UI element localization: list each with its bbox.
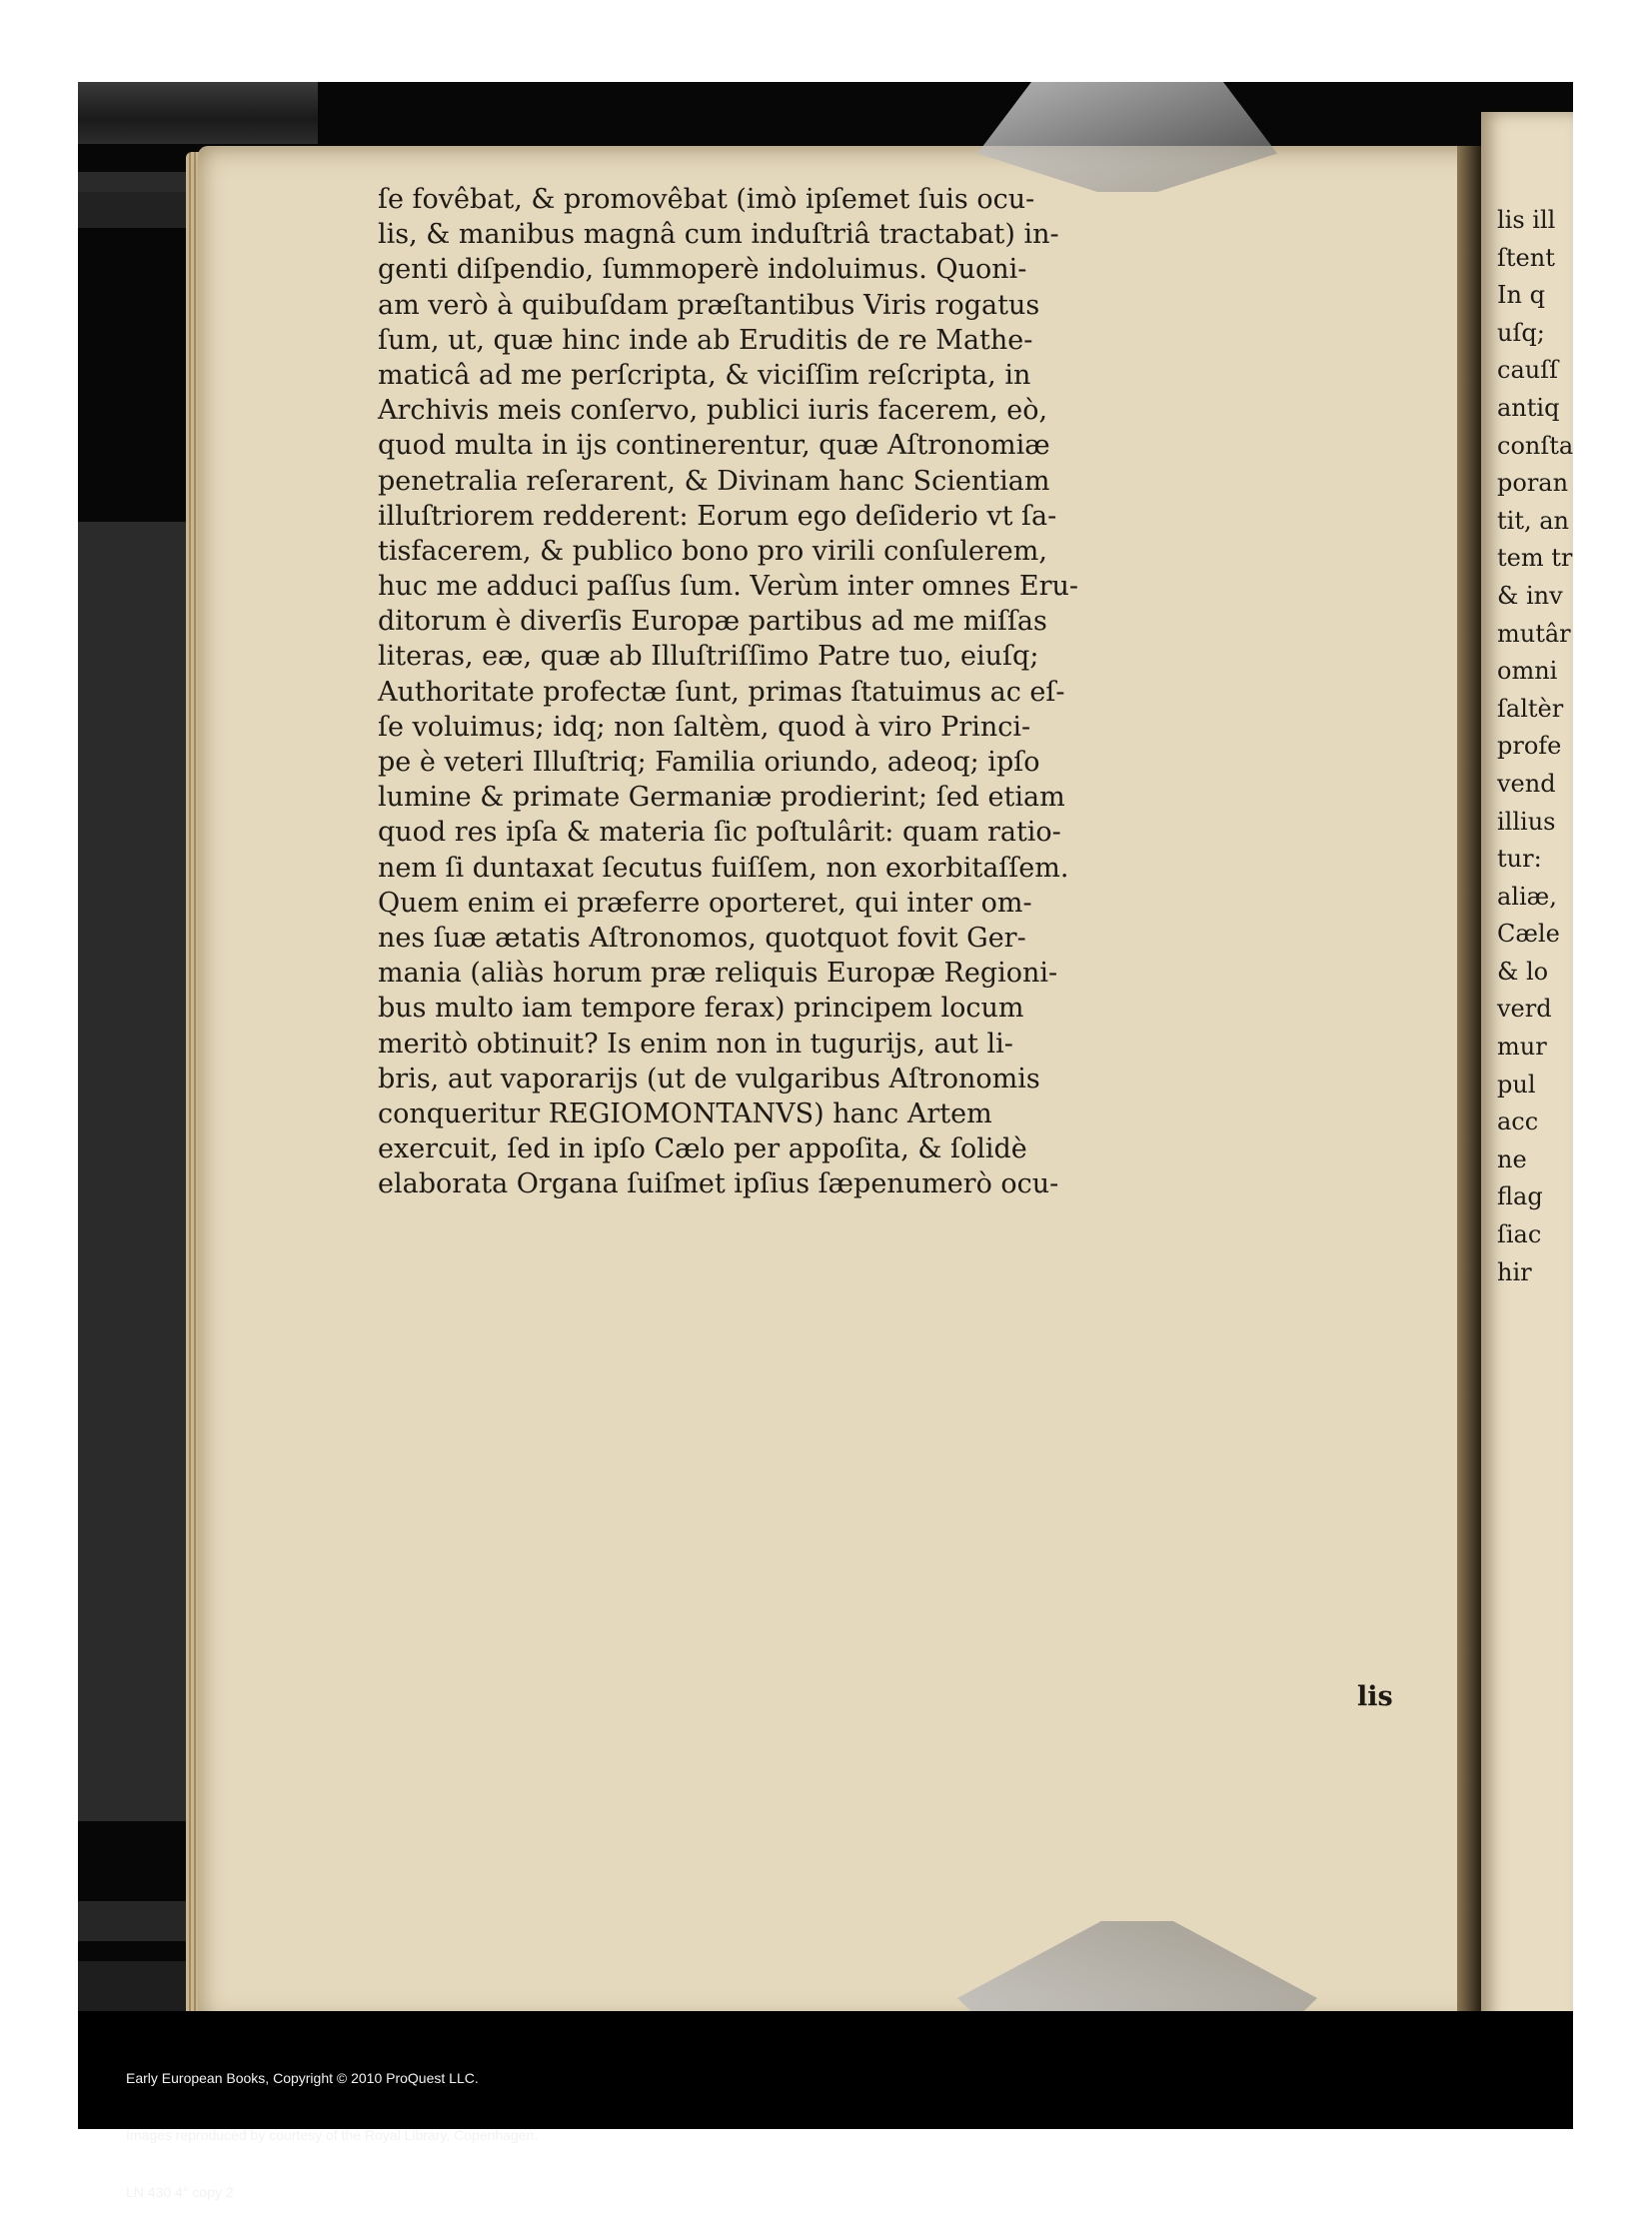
text-line: lumine & primate Germaniæ prodierint; ſed etiam <box>378 782 1065 814</box>
facing-text-fragment: conſta <box>1497 431 1574 460</box>
facing-text-fragment: vend <box>1497 769 1556 798</box>
scanner-rail-top <box>78 82 318 144</box>
text-line: bris, aut vaporarijs (ut de vulgaribus Aſtronomis <box>378 1063 1040 1095</box>
book-scan <box>78 82 1574 2200</box>
text-line: nem ſi duntaxat ſecutus fuiſſem, non exorbitaſſem. <box>378 852 1069 884</box>
facing-text-fragment: Cæle <box>1497 920 1560 949</box>
facing-text-fragment: verd <box>1497 995 1552 1024</box>
facing-text-fragment: ſiac <box>1497 1220 1542 1249</box>
text-line: conqueritur REGIOMONTANVS) hanc Artem <box>378 1098 992 1129</box>
text-line: pe è veteri Illuſtriq; Familia oriundo, adeoq; ipſo <box>378 747 1040 778</box>
text-line: ſe voluimus; idq; non ſaltèm, quod à viro Princi- <box>378 711 1031 743</box>
facing-text-fragment: lis ill <box>1497 206 1556 234</box>
facing-text-fragment: illius <box>1497 807 1556 836</box>
copyright-footer <box>78 2011 1573 2200</box>
facing-text-fragment: tit, an <box>1497 506 1569 535</box>
scanner-rail <box>78 192 198 228</box>
footer-courtesy: Images reproduced by courtesy of the Royal Library, Copenhagen. <box>126 2127 539 2143</box>
facing-text-fragment: pul <box>1497 1070 1536 1099</box>
text-line: Authoritate profectæ ſunt, primas ſtatuimus ac eſ- <box>378 676 1065 708</box>
facing-text-fragment: profe <box>1497 732 1562 761</box>
text-line: lis, & manibus magnâ cum induſtriâ tractabat) in- <box>378 219 1059 251</box>
facing-text-fragment: cauſſ <box>1497 356 1558 385</box>
footer-shelfmark: LN 430 4° copy 2 <box>126 2184 234 2200</box>
facing-text-fragment: uſq; <box>1497 318 1545 347</box>
text-line: quod multa in ijs continerentur, quæ Aſtronomiæ <box>378 430 1050 462</box>
text-line: exercuit, ſed in ipſo Cælo per appoſita, & ſolidè <box>378 1133 1027 1165</box>
facing-text-fragment: antiq <box>1497 393 1560 422</box>
facing-text-fragment: aliæ, <box>1497 882 1557 911</box>
text-line: am verò à quibuſdam præſtantibus Viris rogatus <box>378 289 1040 321</box>
text-line: huc me adduci paſſus ſum. Verùm inter omnes Eru- <box>378 571 1078 603</box>
facing-text-fragment: & lo <box>1497 957 1549 986</box>
text-line: Quem enim ei præferre oporteret, qui inter om- <box>378 887 1032 919</box>
text-line: elaborata Organa ſuiſmet ipſius ſæpenumerò ocu- <box>378 1168 1059 1200</box>
text-line: penetralia reſerarent, & Divinam hanc Scientiam <box>378 465 1050 497</box>
scanner-rail <box>78 172 198 194</box>
facing-text-fragment: poran <box>1497 469 1569 498</box>
facing-text-fragment: mur <box>1497 1033 1547 1062</box>
text-line: ſum, ut, quæ hinc inde ab Eruditis de re Mathe- <box>378 324 1033 356</box>
facing-text-fragment: flag <box>1497 1182 1543 1211</box>
footer-text <box>126 2031 538 2240</box>
text-line: genti diſpendio, ſummoperè indoluimus. Quoni- <box>378 254 1027 286</box>
page-text-block <box>378 182 1347 1201</box>
facing-text-fragment: acc <box>1497 1108 1539 1136</box>
footer-copyright: Early European Books, Copyright © 2010 ProQuest LLC. <box>126 2070 479 2086</box>
facing-text-fragment: ſaltèr <box>1497 694 1564 723</box>
catchword: lis <box>1357 1681 1393 1712</box>
text-line: mania (aliàs horum præ reliquis Europæ Regioni- <box>378 958 1058 990</box>
scanner-bed <box>78 522 190 1821</box>
facing-text-fragment: tem tr <box>1497 544 1573 573</box>
text-line: illuſtriorem redderent: Eorum ego deſiderio vt ſa- <box>378 500 1057 532</box>
text-line: tisfacerem, & publico bono pro virili conſulerem, <box>378 535 1047 567</box>
text-line: maticâ ad me perſcripta, & viciſſim reſcripta, in <box>378 359 1031 391</box>
facing-text-fragment: & inv <box>1497 581 1563 610</box>
text-line: bus multo iam tempore ferax) principem locum <box>378 993 1024 1025</box>
text-line: Archivis meis conſervo, publici iuris facerem, eò, <box>378 395 1048 427</box>
text-line: literas, eæ, quæ ab Illuſtriſſimo Patre tuo, eiuſq; <box>378 641 1039 673</box>
facing-text-fragment: omni <box>1497 657 1558 686</box>
facing-page-text <box>1497 202 1574 1291</box>
facing-text-fragment: ſtent <box>1497 243 1555 272</box>
facing-text-fragment: In q <box>1497 281 1545 310</box>
text-line: ſe fovêbat, & promovêbat (imò ipſemet ſuis ocu- <box>378 184 1035 215</box>
text-line: quod res ipſa & materia ſic poſtulârit: quam ratio- <box>378 817 1061 849</box>
facing-text-fragment: hir <box>1497 1257 1532 1286</box>
text-line: meritò obtinuit? Is enim non in tugurijs, aut li- <box>378 1028 1013 1060</box>
facing-text-fragment: tur: <box>1497 845 1542 874</box>
facing-text-fragment: ne <box>1497 1144 1527 1173</box>
facing-text-fragment: mutâr <box>1497 619 1571 648</box>
text-line: nes ſuæ ætatis Aſtronomos, quotquot fovit Ger- <box>378 922 1026 954</box>
text-line: ditorum è diverſis Europæ partibus ad me miſſas <box>378 606 1047 638</box>
